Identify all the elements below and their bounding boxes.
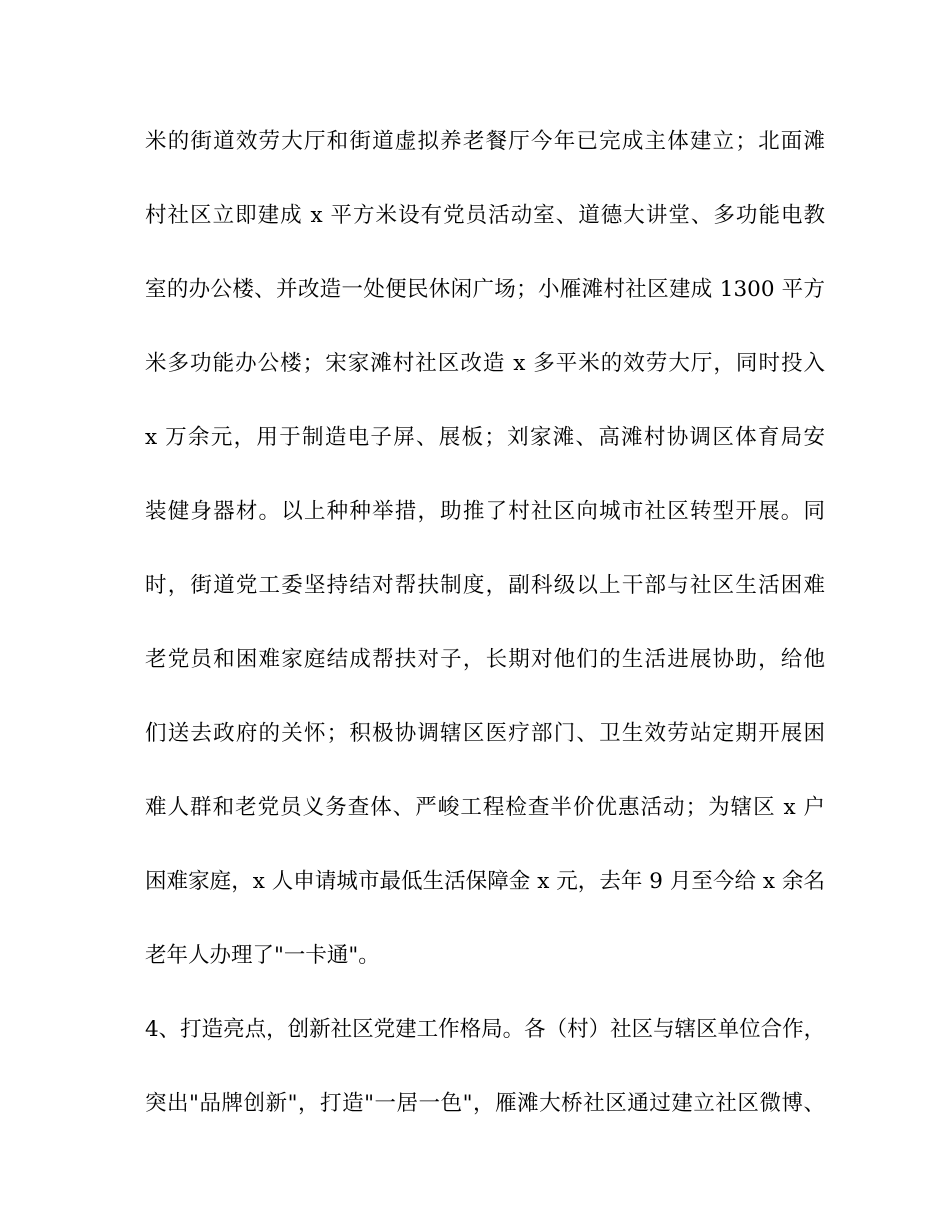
- body-text-line: 室的办公楼、并改造一处便民休闲广场；小雁滩村社区建成 1300 平方: [145, 277, 825, 302]
- body-text-line: 装健身器材。以上种种举措，助推了村社区向城市社区转型开展。同: [145, 499, 825, 524]
- body-text-line: x 万余元，用于制造电子屏、展板；刘家滩、高滩村协调区体育局安: [145, 425, 825, 450]
- body-text-line: 米的街道效劳大厅和街道虚拟养老餐厅今年已完成主体建立；北面滩: [145, 129, 825, 154]
- section-heading-line: 4、打造亮点，创新社区党建工作格局。各（村）社区与辖区单位合作，: [145, 1017, 826, 1042]
- body-text-line: 老党员和困难家庭结成帮扶对子，长期对他们的生活进展协助，给他: [145, 647, 825, 672]
- body-text-line: 突出"品牌创新"，打造"一居一色"，雁滩大桥社区通过建立社区微博、: [145, 1091, 825, 1116]
- body-text-line: 村社区立即建成 x 平方米设有党员活动室、道德大讲堂、多功能电教: [145, 203, 825, 228]
- body-text-line: 困难家庭，x 人申请城市最低生活保障金 x 元，去年 9 月至今给 x 余名: [145, 869, 825, 894]
- body-text-line-paragraph-end: 老年人办理了"一卡通"。: [145, 943, 380, 968]
- body-text-line: 时，街道党工委坚持结对帮扶制度，副科级以上干部与社区生活困难: [145, 573, 825, 598]
- body-text-line: 米多功能办公楼；宋家滩村社区改造 x 多平米的效劳大厅，同时投入: [145, 351, 825, 376]
- body-text-line: 们送去政府的关怀；积极协调辖区医疗部门、卫生效劳站定期开展困: [145, 721, 825, 746]
- body-text-line: 难人群和老党员义务查体、严峻工程检查半价优惠活动；为辖区 x 户: [145, 795, 825, 820]
